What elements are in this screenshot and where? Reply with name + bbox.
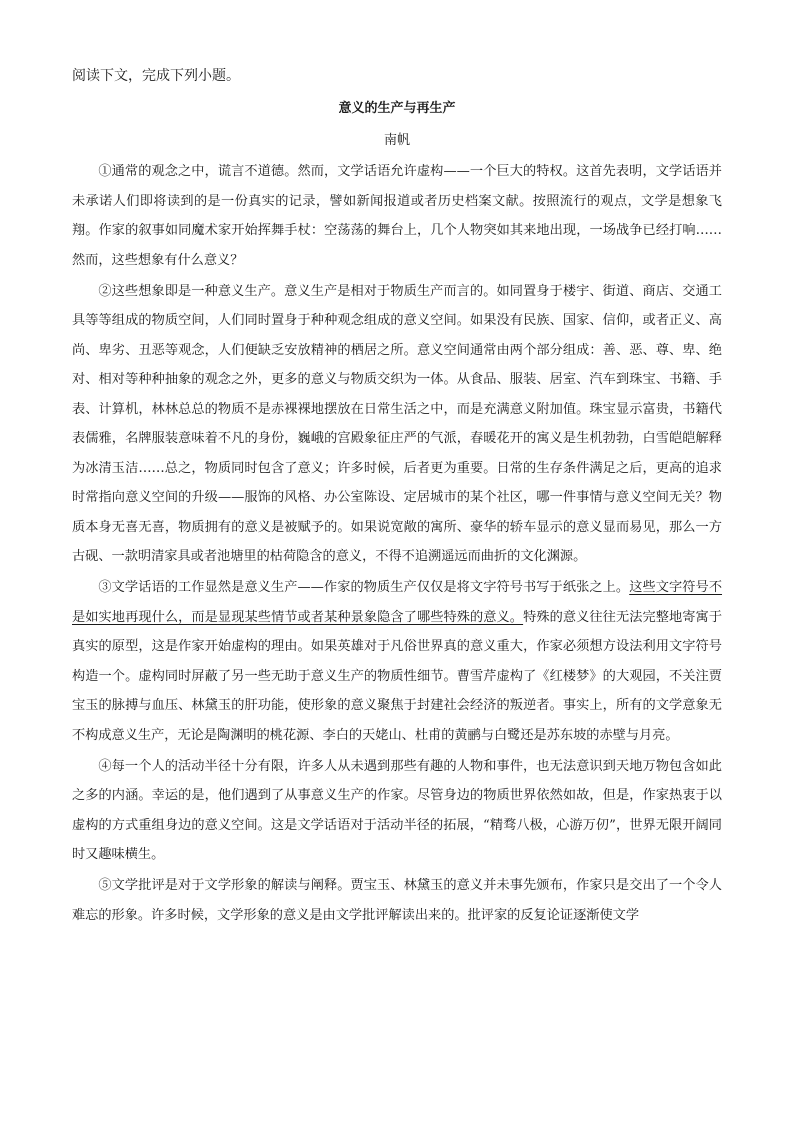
paragraph-4: ④每一个人的活动半径十分有限，许多人从未遇到那些有趣的人物和事件，也无法意识到天地万物包含如此之多的内涵。幸运的是，他们遇到了从事意义生产的作家。尽管身边的物质世界依然如故，但是，作家热衷于以虚构的方式重组身边的意义空间。这是文学话语对于活动半径的拓展，“精骛八极，心游万仞”，世界无限开阔同时又趣味横生。 bbox=[72, 758, 722, 862]
paragraph-1: ①通常的观念之中，谎言不道德。然而，文学话语允许虚构——一个巨大的特权。这首先表明，文学话语并未承诺人们即将读到的是一份真实的记录，譬如新闻报道或者历史档案文献。按照流行的观点，文学是想象飞翔。作家的叙事如同魔术家开始挥舞手杖：空荡荡的舞台上，几个人物突如其来地出现，一场战争已经打响……然而，这些想象有什么意义？ bbox=[72, 164, 722, 268]
paragraph-3 bbox=[72, 573, 722, 750]
question-instruction: 阅读下文，完成下列小题。 bbox=[72, 68, 240, 84]
article-body bbox=[72, 157, 722, 932]
article-author: 南帆 bbox=[383, 133, 410, 148]
paragraph-5: ⑤文学批评是对于文学形象的解读与阐释。贾宝玉、林黛玉的意义并未事先颁布，作家只是交出了一个令人难忘的形象。许多时候，文学形象的意义是由文学批评解读出来的。批评家的反复论证逐渐使文学 bbox=[72, 878, 722, 923]
paragraph-3-lead: ③文学话语的工作显然是意义生产——作家的物质生产仅仅是将文字符号书写于纸张之上。 bbox=[98, 580, 630, 595]
paragraph-3-rest: 特殊的意义往往无法完整地寄寓于真实的原型，这是作家开始虚构的理由。如果英雄对于凡俗世界真的意义重大，作家必须想方设法利用文字符号构造一个。虚构同时屏蔽了另一些无助于意义生产的物质性细节。曹雪芹虚构了《红楼梦》的大观园，不关注贾宝玉的脉搏与血压、林黛玉的肝功能，使形象的意义聚焦于封建社会经济的叛逆者。事实上，所有的文学意象无不构成意义生产，无论是陶渊明的桃花源、李白的天姥山、杜甫的黄鹂与白鹭还是苏东坡的赤壁与月亮。 bbox=[72, 609, 723, 743]
paragraph-2: ②这些想象即是一种意义生产。意义生产是相对于物质生产而言的。如同置身于楼宇、街道、商店、交通工具等等组成的物质空间，人们同时置身于种种观念组成的意义空间。如果没有民族、国家、信仰，或者正义、高尚、卑劣、丑恶等观念，人们便缺乏安放精神的栖居之所。意义空间通常由两个部分组成：善、恶、尊、卑、绝对、相对等种种抽象的观念之外，更多的意义与物质交织为一体。从食品、服装、居室、汽车到珠宝、书籍、手表、计算机，林林总总的物质不是赤裸裸地摆放在日常生活之中，而是充满意义附加值。珠宝显示富贵，书籍代表儒雅，名牌服装意味着不凡的身份，巍峨的宫殿象征庄严的气派，春暖花开的寓义是生机勃勃，白雪皑皑解释为冰清玉洁……总之，物质同时包含了意义；许多时候，后者更为重要。日常的生存条件满足之后，更高的追求时常指向意义空间的升级——服饰的风格、办公室陈设、定居城市的某个社区，哪一件事情与意义空间无关？物质本身无喜无喜，物质拥有的意义是被赋予的。如果说宽敞的寓所、豪华的轿车显示的意义显而易见，那么一方古砚、一款明清家具或者池塘里的枯荷隐含的意义，不得不追溯遥远而曲折的文化渊源。 bbox=[72, 283, 722, 564]
article-title: 意义的生产与再生产 bbox=[338, 101, 456, 116]
underlined-sentence: 这些文字符号不是如实地再现什么，而是显现某些情节或者某种景象隐含了哪些特殊的意义。 bbox=[72, 580, 723, 625]
